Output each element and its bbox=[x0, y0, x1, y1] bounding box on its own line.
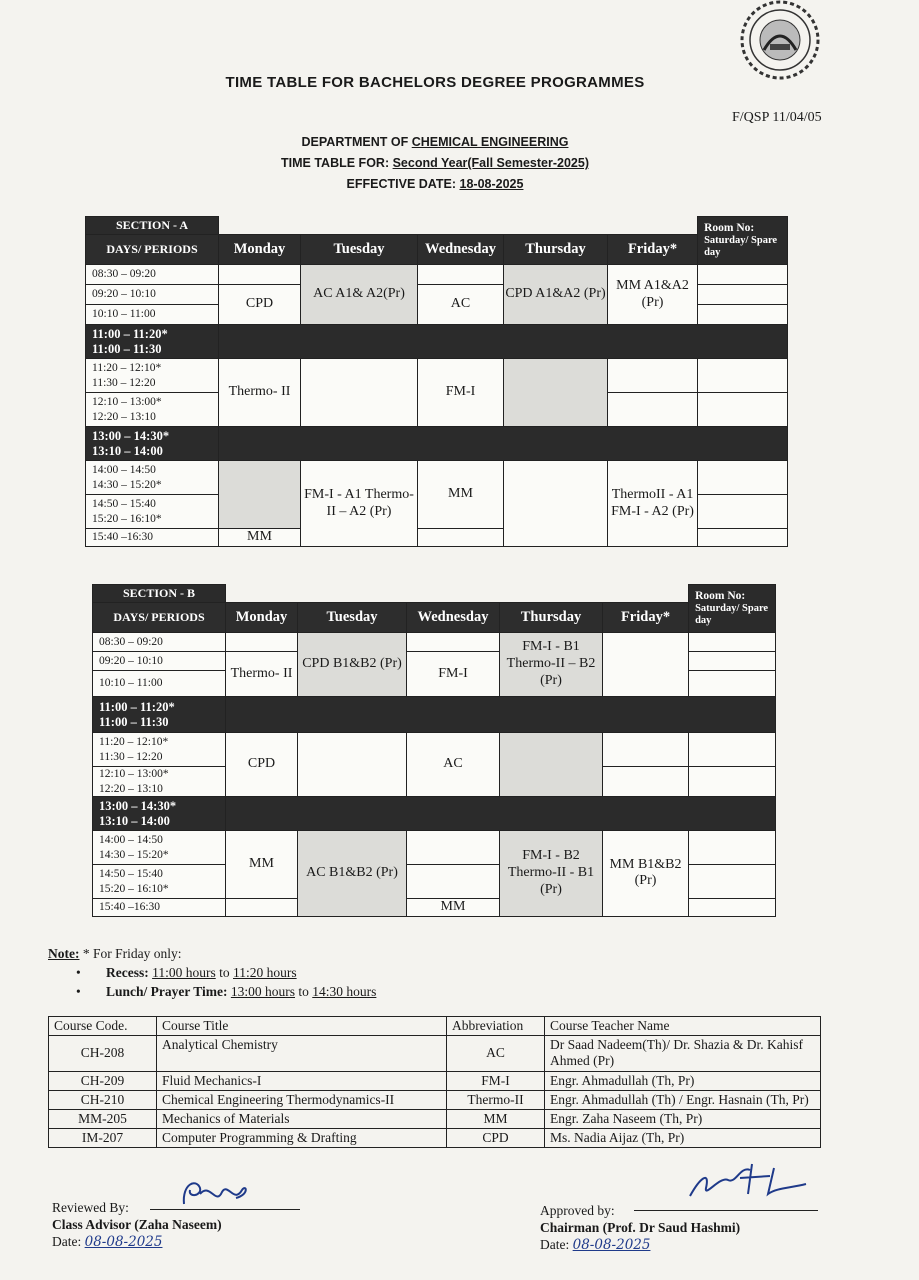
lunch-note: • Lunch/ Prayer Time: 13:00 hours to 14:30 hours bbox=[48, 982, 376, 1001]
cell-mon-afternoon: MM bbox=[226, 831, 298, 899]
cell-mon-morning: Thermo- II bbox=[226, 652, 298, 697]
table-row: IM-207 Computer Programming & Drafting CPD Ms. Nadia Aijaz (Th, Pr) bbox=[49, 1129, 821, 1148]
table-row: CH-209 Fluid Mechanics-I FM-I Engr. Ahmadullah (Th, Pr) bbox=[49, 1071, 821, 1090]
section-label: SECTION - B bbox=[93, 585, 226, 603]
room-header: Room No: Saturday/ Spare day bbox=[689, 585, 776, 633]
period: 08:30 – 09:20 bbox=[86, 265, 219, 285]
section-label: SECTION - A bbox=[86, 217, 219, 235]
period: 14:00 – 14:50 14:30 – 15:20* bbox=[93, 831, 226, 865]
recess-row: 11:00 – 11:20* 11:00 – 11:30 bbox=[86, 325, 219, 359]
review-date: 08-08-2025 bbox=[84, 1234, 163, 1250]
table-header-row: Course Code. Course Title Abbreviation Course Teacher Name bbox=[49, 1017, 821, 1036]
approve-date: 08-08-2025 bbox=[572, 1237, 651, 1253]
cell-wed-morning: AC bbox=[418, 285, 504, 325]
section-b-timetable bbox=[92, 584, 776, 917]
cell-mon-mid: CPD bbox=[226, 733, 298, 797]
effective-date-line: EFFECTIVE DATE: 18-08-2025 bbox=[346, 177, 524, 191]
cell-thu-morning: FM-I - B1 Thermo-II – B2 (Pr) bbox=[500, 633, 603, 697]
period: 11:20 – 12:10* 11:30 – 12:20 bbox=[93, 733, 226, 767]
cell-mon-morning: CPD bbox=[219, 285, 301, 325]
table-row: MM-205 Mechanics of Materials MM Engr. Zaha Naseem (Th, Pr) bbox=[49, 1109, 821, 1128]
period: 10:10 – 11:00 bbox=[93, 671, 226, 697]
timetable-for-line: TIME TABLE FOR: Second Year(Fall Semester-2025) bbox=[281, 156, 589, 170]
col-thursday: Thursday bbox=[504, 235, 608, 265]
table-row: CH-210 Chemical Engineering Thermodynamics-II Thermo-II Engr. Ahmadullah (Th) / Engr. Hasnain (Th, Pr) bbox=[49, 1090, 821, 1109]
cell-mon-mid: Thermo- II bbox=[219, 359, 301, 427]
recess-row: 11:00 – 11:20* 11:00 – 11:30 bbox=[93, 697, 226, 733]
effective-date: 18-08-2025 bbox=[459, 177, 524, 191]
cell-tue-morning: AC A1& A2(Pr) bbox=[301, 265, 418, 325]
col-tuesday: Tuesday bbox=[301, 235, 418, 265]
period: 09:20 – 10:10 bbox=[93, 652, 226, 671]
note-label: Note: bbox=[48, 946, 80, 961]
col-friday: Friday* bbox=[608, 235, 698, 265]
recess-note: • Recess: 11:00 hours to 11:20 hours bbox=[48, 963, 376, 982]
approver-signature-icon bbox=[680, 1158, 810, 1206]
period: 12:10 – 13:00* 12:20 – 13:10 bbox=[93, 767, 226, 797]
col-monday: Monday bbox=[219, 235, 301, 265]
days-periods-header: DAYS/ PERIODS bbox=[86, 235, 219, 265]
cell-tue-morning: CPD B1&B2 (Pr) bbox=[298, 633, 407, 697]
col-wednesday: Wednesday bbox=[407, 603, 500, 633]
col-wednesday: Wednesday bbox=[418, 235, 504, 265]
cell-tue-afternoon: AC B1&B2 (Pr) bbox=[298, 831, 407, 917]
cell-wed-last: MM bbox=[407, 899, 500, 917]
cell-wed-afternoon: MM bbox=[418, 461, 504, 529]
period: 12:10 – 13:00* 12:20 – 13:10 bbox=[86, 393, 219, 427]
period: 14:00 – 14:50 14:30 – 15:20* bbox=[86, 461, 219, 495]
approver-block: Approved by: Chairman (Prof. Dr Saud Hashmi) Date: 08-08-2025 bbox=[540, 1203, 741, 1253]
cell-fri-afternoon: ThermoII - A1 FM-I - A2 (Pr) bbox=[608, 461, 698, 547]
period: 09:20 – 10:10 bbox=[86, 285, 219, 305]
period: 08:30 – 09:20 bbox=[93, 633, 226, 652]
lunch-row: 13:00 – 14:30* 13:10 – 14:00 bbox=[93, 797, 226, 831]
cell-wed-mid: AC bbox=[407, 733, 500, 797]
col-tuesday: Tuesday bbox=[298, 603, 407, 633]
department-line: DEPARTMENT OF CHEMICAL ENGINEERING bbox=[301, 135, 569, 149]
cell-wed-mid: FM-I bbox=[418, 359, 504, 427]
reviewer-block: Reviewed By: Class Advisor (Zaha Naseem) Date: 08-08-2025 bbox=[52, 1200, 222, 1250]
cell-wed-morning: FM-I bbox=[407, 652, 500, 697]
col-friday: Friday* bbox=[603, 603, 689, 633]
form-number: F/QSP 11/04/05 bbox=[732, 110, 822, 125]
cell-thu-afternoon: FM-I - B2 Thermo-II - B1 (Pr) bbox=[500, 831, 603, 917]
note-block: Note: * For Friday only: • Recess: 11:00 hours to 11:20 hours • Lunch/ Prayer Time: 13:00 hours to 14:30 hours bbox=[48, 944, 376, 1001]
cell-fri-morning: MM A1&A2 (Pr) bbox=[608, 265, 698, 325]
lunch-row: 13:00 – 14:30* 13:10 – 14:00 bbox=[86, 427, 219, 461]
room-header: Room No: Saturday/ Spare day bbox=[698, 217, 788, 265]
cell-mon-last: MM bbox=[219, 529, 301, 547]
course-table bbox=[48, 1016, 821, 1148]
period: 10:10 – 11:00 bbox=[86, 305, 219, 325]
table-row: CH-208 Analytical Chemistry AC Dr Saad Nadeem(Th)/ Dr. Shazia & Dr. Kahisf Ahmed (Pr) bbox=[49, 1036, 821, 1071]
department-name: CHEMICAL ENGINEERING bbox=[411, 135, 569, 149]
period: 14:50 – 15:40 15:20 – 16:10* bbox=[86, 495, 219, 529]
period: 15:40 –16:30 bbox=[93, 899, 226, 917]
page-title: TIME TABLE FOR BACHELORS DEGREE PROGRAMMES bbox=[225, 74, 645, 91]
semester: Second Year(Fall Semester-2025) bbox=[392, 156, 589, 170]
days-periods-header: DAYS/ PERIODS bbox=[93, 603, 226, 633]
period: 14:50 – 15:40 15:20 – 16:10* bbox=[93, 865, 226, 899]
period: 11:20 – 12:10* 11:30 – 12:20 bbox=[86, 359, 219, 393]
cell-thu-morning: CPD A1&A2 (Pr) bbox=[504, 265, 608, 325]
cell-tue-afternoon: FM-I - A1 Thermo-II – A2 (Pr) bbox=[301, 461, 418, 547]
cell-fri-afternoon: MM B1&B2 (Pr) bbox=[603, 831, 689, 917]
section-a-timetable bbox=[85, 216, 788, 547]
col-thursday: Thursday bbox=[500, 603, 603, 633]
col-monday: Monday bbox=[226, 603, 298, 633]
period: 15:40 –16:30 bbox=[86, 529, 219, 547]
